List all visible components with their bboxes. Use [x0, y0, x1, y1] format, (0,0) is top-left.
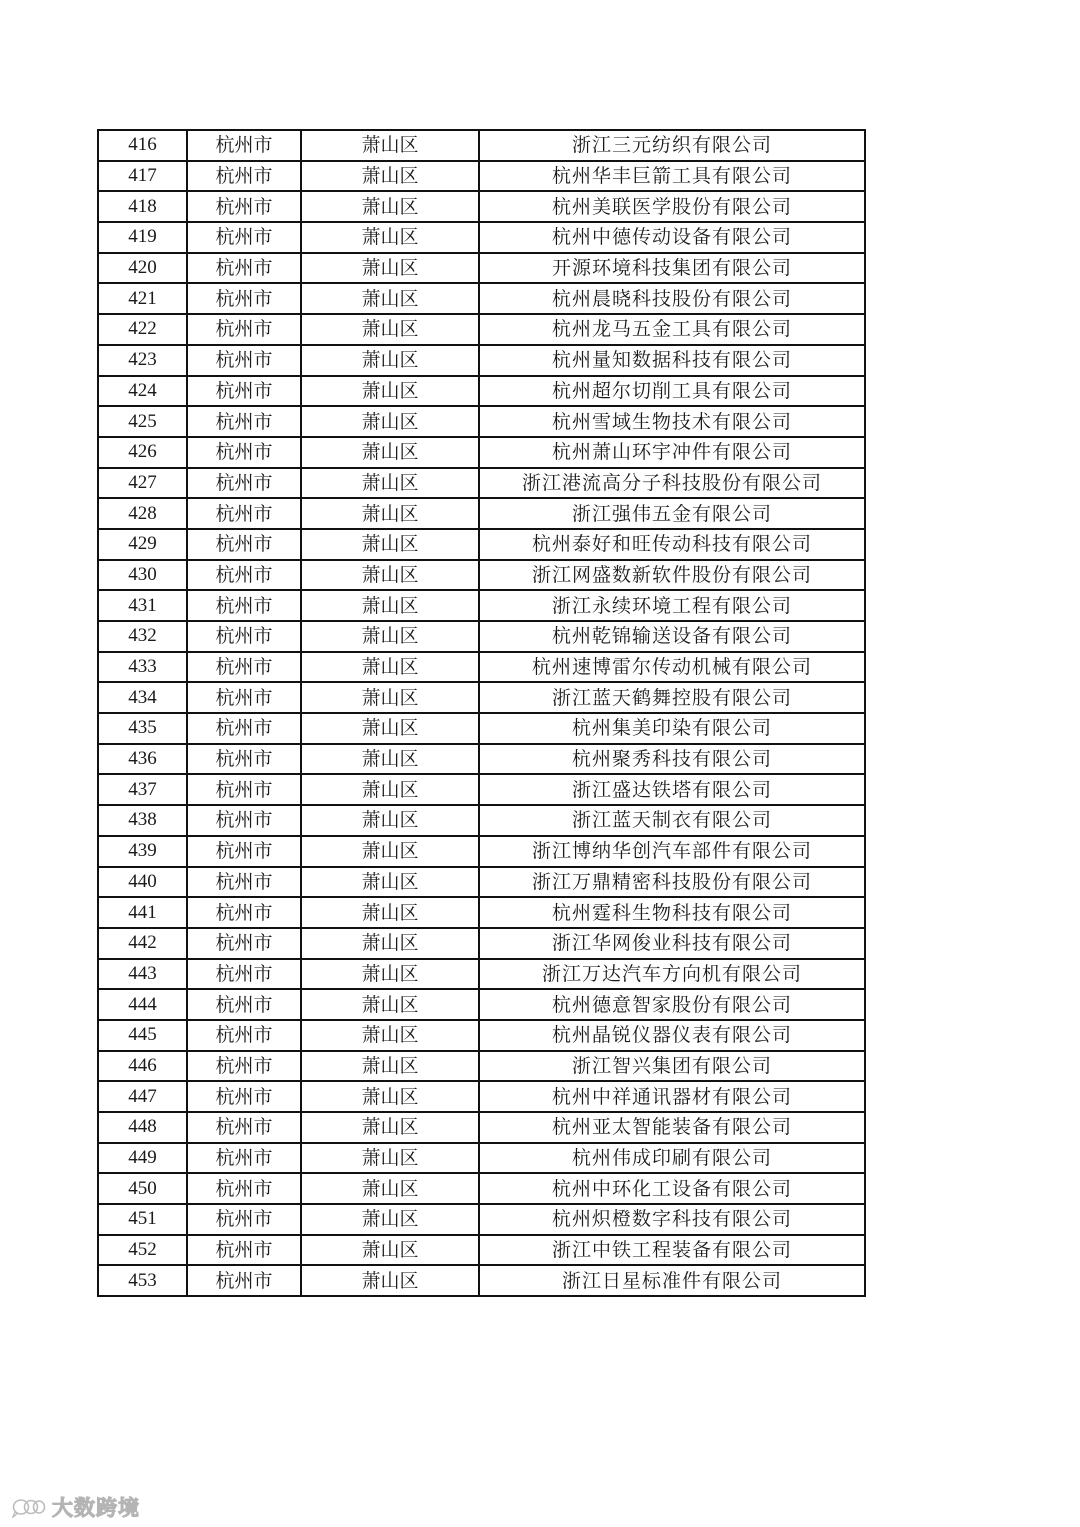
row-city: 杭州市 — [187, 959, 301, 990]
row-number: 436 — [98, 744, 187, 775]
table-row — [98, 253, 865, 284]
row-district: 萧山区 — [301, 1204, 479, 1235]
row-company-name: 杭州美联医学股份有限公司 — [479, 191, 865, 222]
row-number: 421 — [98, 283, 187, 314]
table-row — [98, 836, 865, 867]
row-number: 433 — [98, 652, 187, 683]
row-company-name: 杭州伟成印刷有限公司 — [479, 1143, 865, 1174]
row-company-name: 杭州聚秀科技有限公司 — [479, 744, 865, 775]
table-row — [98, 621, 865, 652]
row-number: 451 — [98, 1204, 187, 1235]
row-city: 杭州市 — [187, 222, 301, 253]
row-company-name: 浙江三元纺织有限公司 — [479, 130, 865, 161]
row-city: 杭州市 — [187, 529, 301, 560]
row-number: 453 — [98, 1265, 187, 1296]
row-company-name: 杭州晨晓科技股份有限公司 — [479, 283, 865, 314]
row-district: 萧山区 — [301, 1143, 479, 1174]
row-company-name: 浙江永续环境工程有限公司 — [479, 590, 865, 621]
row-city: 杭州市 — [187, 682, 301, 713]
row-number: 430 — [98, 560, 187, 591]
row-district: 萧山区 — [301, 314, 479, 345]
row-company-name: 浙江万达汽车方向机有限公司 — [479, 959, 865, 990]
row-city: 杭州市 — [187, 805, 301, 836]
row-district: 萧山区 — [301, 191, 479, 222]
table-row — [98, 774, 865, 805]
table-row — [98, 1265, 865, 1296]
row-number: 420 — [98, 253, 187, 284]
row-company-name: 浙江智兴集团有限公司 — [479, 1051, 865, 1082]
row-district: 萧山区 — [301, 529, 479, 560]
row-number: 452 — [98, 1235, 187, 1266]
row-company-name: 杭州集美印染有限公司 — [479, 713, 865, 744]
row-number: 444 — [98, 989, 187, 1020]
row-district: 萧山区 — [301, 1235, 479, 1266]
row-number: 439 — [98, 836, 187, 867]
row-number: 441 — [98, 897, 187, 928]
table-row — [98, 1051, 865, 1082]
row-city: 杭州市 — [187, 713, 301, 744]
row-city: 杭州市 — [187, 1235, 301, 1266]
table-row — [98, 376, 865, 407]
table-row — [98, 560, 865, 591]
row-city: 杭州市 — [187, 468, 301, 499]
row-city: 杭州市 — [187, 1143, 301, 1174]
row-district: 萧山区 — [301, 130, 479, 161]
row-district: 萧山区 — [301, 652, 479, 683]
row-district: 萧山区 — [301, 959, 479, 990]
table-row — [98, 652, 865, 683]
row-company-name: 杭州华丰巨箭工具有限公司 — [479, 161, 865, 192]
row-city: 杭州市 — [187, 376, 301, 407]
row-company-name: 杭州晶锐仪器仪表有限公司 — [479, 1020, 865, 1051]
row-city: 杭州市 — [187, 1173, 301, 1204]
row-number: 422 — [98, 314, 187, 345]
table-row — [98, 1204, 865, 1235]
row-number: 434 — [98, 682, 187, 713]
row-company-name: 开源环境科技集团有限公司 — [479, 253, 865, 284]
row-number: 418 — [98, 191, 187, 222]
row-district: 萧山区 — [301, 867, 479, 898]
row-number: 429 — [98, 529, 187, 560]
row-number: 426 — [98, 437, 187, 468]
row-city: 杭州市 — [187, 744, 301, 775]
row-number: 417 — [98, 161, 187, 192]
row-city: 杭州市 — [187, 161, 301, 192]
row-company-name: 杭州量知数据科技有限公司 — [479, 345, 865, 376]
row-city: 杭州市 — [187, 774, 301, 805]
row-city: 杭州市 — [187, 1051, 301, 1082]
row-district: 萧山区 — [301, 744, 479, 775]
row-number: 428 — [98, 498, 187, 529]
row-district: 萧山区 — [301, 621, 479, 652]
row-city: 杭州市 — [187, 652, 301, 683]
table-row — [98, 1112, 865, 1143]
row-company-name: 杭州德意智家股份有限公司 — [479, 989, 865, 1020]
row-company-name: 浙江盛达铁塔有限公司 — [479, 774, 865, 805]
row-city: 杭州市 — [187, 406, 301, 437]
row-district: 萧山区 — [301, 345, 479, 376]
table-row — [98, 989, 865, 1020]
row-district: 萧山区 — [301, 560, 479, 591]
row-district: 萧山区 — [301, 498, 479, 529]
row-district: 萧山区 — [301, 1020, 479, 1051]
table-row — [98, 1173, 865, 1204]
row-district: 萧山区 — [301, 406, 479, 437]
table-row — [98, 590, 865, 621]
row-district: 萧山区 — [301, 1051, 479, 1082]
table-row — [98, 959, 865, 990]
row-number: 435 — [98, 713, 187, 744]
row-number: 449 — [98, 1143, 187, 1174]
table-row — [98, 529, 865, 560]
row-district: 萧山区 — [301, 376, 479, 407]
row-number: 427 — [98, 468, 187, 499]
row-company-name: 杭州泰好和旺传动科技有限公司 — [479, 529, 865, 560]
row-number: 423 — [98, 345, 187, 376]
row-number: 431 — [98, 590, 187, 621]
row-company-name: 杭州乾锦输送设备有限公司 — [479, 621, 865, 652]
row-city: 杭州市 — [187, 897, 301, 928]
table-row — [98, 314, 865, 345]
row-number: 419 — [98, 222, 187, 253]
row-district: 萧山区 — [301, 1173, 479, 1204]
row-district: 萧山区 — [301, 836, 479, 867]
row-district: 萧山区 — [301, 437, 479, 468]
table-row — [98, 867, 865, 898]
row-company-name: 浙江网盛数新软件股份有限公司 — [479, 560, 865, 591]
row-city: 杭州市 — [187, 928, 301, 959]
row-district: 萧山区 — [301, 774, 479, 805]
row-company-name: 杭州龙马五金工具有限公司 — [479, 314, 865, 345]
row-district: 萧山区 — [301, 713, 479, 744]
row-company-name: 杭州中祥通讯器材有限公司 — [479, 1081, 865, 1112]
row-city: 杭州市 — [187, 130, 301, 161]
row-number: 425 — [98, 406, 187, 437]
row-company-name: 杭州霆科生物科技有限公司 — [479, 897, 865, 928]
row-city: 杭州市 — [187, 437, 301, 468]
row-company-name: 杭州超尔切削工具有限公司 — [479, 376, 865, 407]
row-company-name: 浙江日星标准件有限公司 — [479, 1265, 865, 1296]
row-city: 杭州市 — [187, 191, 301, 222]
chat-bubbles-logo-icon — [12, 1496, 46, 1518]
table-row — [98, 161, 865, 192]
row-district: 萧山区 — [301, 161, 479, 192]
row-city: 杭州市 — [187, 867, 301, 898]
table-row — [98, 805, 865, 836]
row-district: 萧山区 — [301, 897, 479, 928]
row-number: 447 — [98, 1081, 187, 1112]
row-number: 438 — [98, 805, 187, 836]
table-row — [98, 1143, 865, 1174]
row-district: 萧山区 — [301, 989, 479, 1020]
row-city: 杭州市 — [187, 1265, 301, 1296]
table-row — [98, 1020, 865, 1051]
row-number: 437 — [98, 774, 187, 805]
table-row — [98, 406, 865, 437]
table-row — [98, 498, 865, 529]
row-company-name: 浙江蓝天制衣有限公司 — [479, 805, 865, 836]
row-company-name: 浙江万鼎精密科技股份有限公司 — [479, 867, 865, 898]
table-row — [98, 713, 865, 744]
row-company-name: 杭州亚太智能装备有限公司 — [479, 1112, 865, 1143]
row-number: 442 — [98, 928, 187, 959]
row-district: 萧山区 — [301, 1081, 479, 1112]
row-city: 杭州市 — [187, 621, 301, 652]
table-row — [98, 283, 865, 314]
row-city: 杭州市 — [187, 283, 301, 314]
row-company-name: 浙江港流高分子科技股份有限公司 — [479, 468, 865, 499]
row-number: 450 — [98, 1173, 187, 1204]
row-company-name: 杭州中环化工设备有限公司 — [479, 1173, 865, 1204]
table-row — [98, 130, 865, 161]
row-city: 杭州市 — [187, 836, 301, 867]
row-city: 杭州市 — [187, 1204, 301, 1235]
table-row — [98, 437, 865, 468]
row-number: 443 — [98, 959, 187, 990]
row-company-name: 杭州中德传动设备有限公司 — [479, 222, 865, 253]
row-district: 萧山区 — [301, 1112, 479, 1143]
row-district: 萧山区 — [301, 253, 479, 284]
watermark — [12, 1493, 140, 1521]
row-number: 432 — [98, 621, 187, 652]
row-company-name: 浙江蓝天鹤舞控股有限公司 — [479, 682, 865, 713]
row-city: 杭州市 — [187, 989, 301, 1020]
row-district: 萧山区 — [301, 283, 479, 314]
table-row — [98, 222, 865, 253]
table-row — [98, 191, 865, 222]
row-district: 萧山区 — [301, 928, 479, 959]
row-company-name: 杭州炽橙数字科技有限公司 — [479, 1204, 865, 1235]
table-row — [98, 1235, 865, 1266]
row-city: 杭州市 — [187, 498, 301, 529]
row-district: 萧山区 — [301, 222, 479, 253]
table-row — [98, 345, 865, 376]
row-number: 446 — [98, 1051, 187, 1082]
table-body — [98, 130, 865, 1296]
row-city: 杭州市 — [187, 345, 301, 376]
row-number: 440 — [98, 867, 187, 898]
row-city: 杭州市 — [187, 253, 301, 284]
company-list-sheet — [97, 129, 864, 1297]
row-company-name: 浙江博纳华创汽车部件有限公司 — [479, 836, 865, 867]
row-number: 416 — [98, 130, 187, 161]
row-company-name: 杭州速博雷尔传动机械有限公司 — [479, 652, 865, 683]
row-company-name: 杭州萧山环宇冲件有限公司 — [479, 437, 865, 468]
row-company-name: 杭州雪域生物技术有限公司 — [479, 406, 865, 437]
row-company-name: 浙江中铁工程装备有限公司 — [479, 1235, 865, 1266]
row-district: 萧山区 — [301, 1265, 479, 1296]
watermark-text: 大数跨境 — [52, 1496, 140, 1520]
table-row — [98, 682, 865, 713]
row-district: 萧山区 — [301, 805, 479, 836]
row-number: 424 — [98, 376, 187, 407]
row-city: 杭州市 — [187, 590, 301, 621]
company-table — [97, 129, 866, 1297]
row-city: 杭州市 — [187, 314, 301, 345]
row-district: 萧山区 — [301, 590, 479, 621]
row-district: 萧山区 — [301, 682, 479, 713]
row-city: 杭州市 — [187, 1020, 301, 1051]
row-district: 萧山区 — [301, 468, 479, 499]
row-city: 杭州市 — [187, 560, 301, 591]
table-row — [98, 1081, 865, 1112]
row-city: 杭州市 — [187, 1081, 301, 1112]
row-number: 448 — [98, 1112, 187, 1143]
table-row — [98, 928, 865, 959]
row-company-name: 浙江强伟五金有限公司 — [479, 498, 865, 529]
table-row — [98, 897, 865, 928]
table-row — [98, 468, 865, 499]
row-city: 杭州市 — [187, 1112, 301, 1143]
row-company-name: 浙江华网俊业科技有限公司 — [479, 928, 865, 959]
row-number: 445 — [98, 1020, 187, 1051]
table-row — [98, 744, 865, 775]
